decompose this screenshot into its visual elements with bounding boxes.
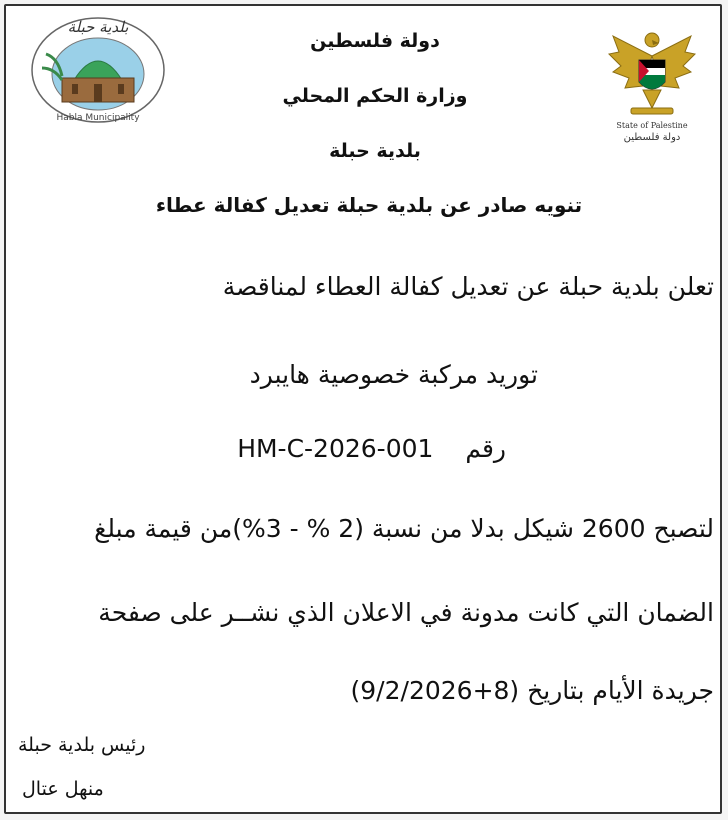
body-line-3 [237, 434, 506, 463]
header-municipality: بلدية حبلة [329, 140, 421, 162]
tender-number-code: HM-C-2026-001 [237, 434, 434, 463]
emblem-caption-en: State of Palestine [616, 121, 688, 130]
seal-caption-ar: بلدية حبلة [67, 18, 129, 36]
seal-caption-en: Habla Municipality [56, 113, 140, 123]
header-ministry: وزارة الحكم المحلي [282, 85, 468, 107]
notice-subject: تنويه صادر عن بلدية حبلة تعديل كفالة عطاء [155, 193, 583, 217]
header-state: دولة فلسطين [310, 30, 440, 52]
body-line-1: تعلن بلدية حبلة عن تعديل كفالة العطاء لمناقصة [222, 272, 714, 301]
emblem-caption-ar: دولة فلسطين [623, 132, 681, 143]
body-line-5: الضمان التي كانت مدونة في الاعلان الذي نشــر على صفحة [98, 598, 714, 627]
tender-number-label: رقم [465, 434, 506, 463]
body-line-2: توريد مركبة خصوصية هايبرد [249, 360, 538, 389]
body-line-4: لتصبح 2600 شيكل بدلا من نسبة (2 % - 3%)من قيمة مبلغ [94, 514, 714, 543]
signature-title: رئيس بلدية حبلة [18, 734, 146, 756]
body-line-6: جريدة الأيام بتاريخ (8+9/2/2026) [350, 676, 714, 705]
signature-name: منهل عتال [22, 778, 104, 800]
